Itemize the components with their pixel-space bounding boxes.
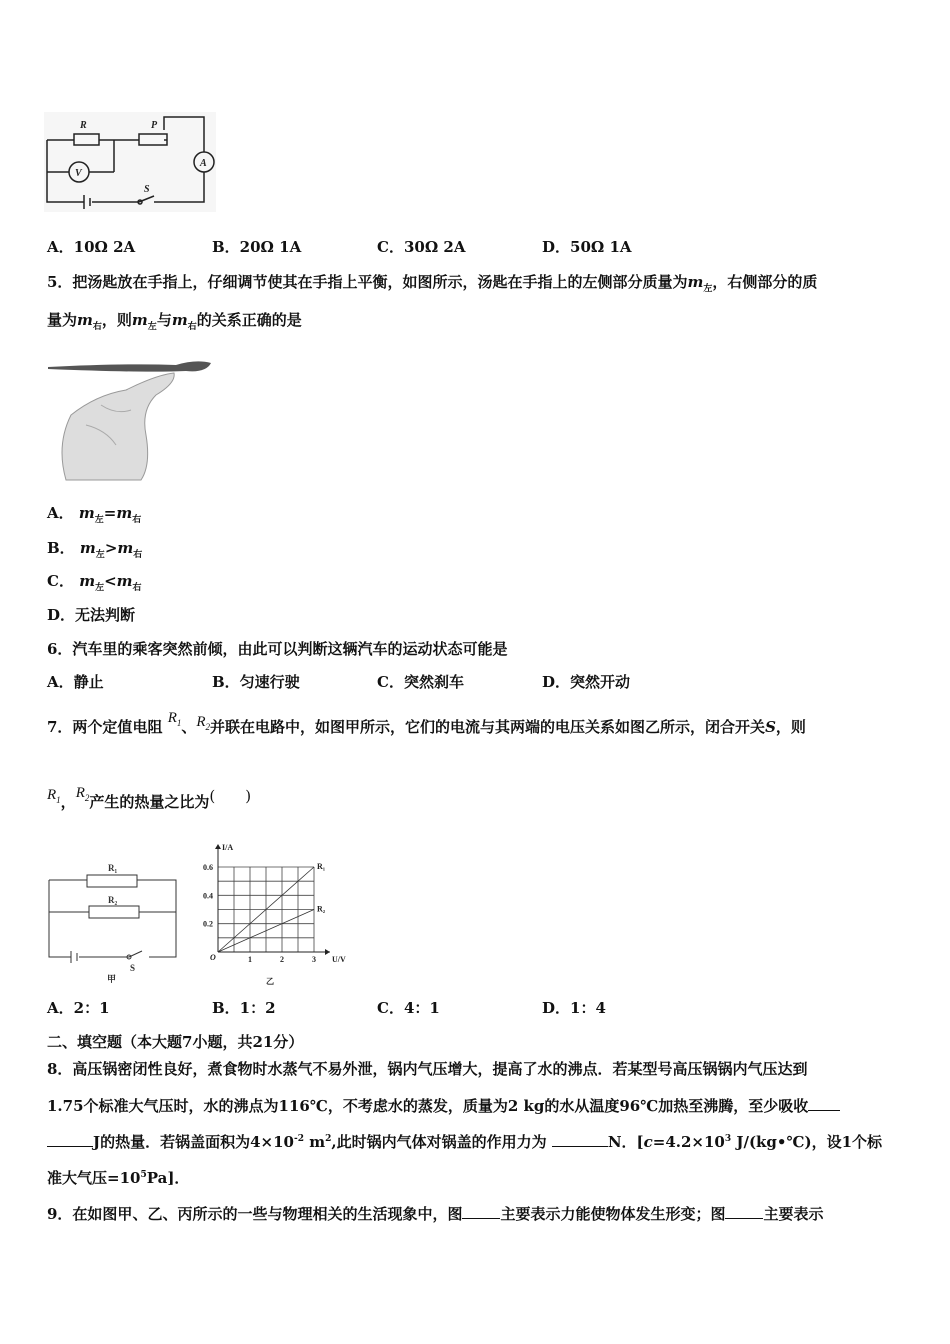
q7-option-c: C．4：1 bbox=[377, 999, 440, 1017]
q9-line1: 9．在如图甲、乙、丙所示的一些与物理相关的生活现象中，图 主要表示力能使物体发生形变；图 主要表示 bbox=[47, 1205, 824, 1223]
q4-circuit-figure bbox=[44, 112, 216, 212]
axis-arrows bbox=[215, 844, 330, 955]
x-axis-label: U/V bbox=[332, 955, 346, 964]
q7-question-line2: $R_1$，$R_2$产生的热量之比为( ) bbox=[47, 785, 252, 811]
q4-option-a: A．10Ω 2A bbox=[47, 238, 136, 256]
spoon-on-finger-image bbox=[46, 355, 214, 483]
q7-question-line1: 7．两个定值电阻 $R_1$、$R_2$并联在电路中，如图甲所示，它们的电流与其两端的电压关系如图乙所示，闭合开关S，则 bbox=[47, 710, 806, 736]
svg-text:R: R bbox=[80, 120, 87, 131]
svg-text:V: V bbox=[75, 168, 82, 179]
q6-option-d: D．突然开动 bbox=[542, 673, 631, 691]
q5-option-d: D．无法判断 bbox=[47, 606, 136, 624]
q9-blank-1[interactable] bbox=[462, 1204, 500, 1219]
q8-line3: J的热量．若锅盖面积为$4\times 10^{-2}$ $m^2$,此时锅内气体对锅盖的作用力为 N．[$c=4.2\times 10^3$ J/(kg•℃)，设1个标 bbox=[47, 1131, 882, 1152]
q4-option-d: D．50Ω 1A bbox=[542, 238, 632, 256]
q7-iu-graph-yi bbox=[198, 838, 358, 988]
x-tick-label: 1 bbox=[248, 955, 252, 964]
svg-text:S: S bbox=[144, 184, 150, 195]
q8-line4: 准大气压$=10^5Pa$]． bbox=[47, 1169, 190, 1187]
q7-option-a: A．2：1 bbox=[47, 999, 110, 1017]
svg-text:A: A bbox=[200, 158, 207, 169]
figure-label-yi: 乙 bbox=[266, 977, 274, 986]
q7-option-b: B．1：2 bbox=[212, 999, 276, 1017]
q9-blank-2[interactable] bbox=[725, 1204, 763, 1219]
section-heading-fill-in: 二、填空题（本大题7小题，共21分） bbox=[47, 1033, 304, 1051]
y-tick-label: 0.6 bbox=[203, 863, 213, 872]
q5-option-a: A． $m_左=m_右$ bbox=[47, 504, 142, 525]
svg-text:P: P bbox=[151, 120, 158, 131]
q5-question-line1: 5．把汤匙放在手指上，仔细调节使其在手指上平衡，如图所示，汤匙在手指上的左侧部分质量为$m_左$，右侧部分的质 bbox=[47, 273, 818, 294]
q8-line1: 8．高压锅密闭性良好，煮食物时水蒸气不易外泄，锅内气压增大，提高了水的沸点．若某型号高压锅锅内气压达到 bbox=[47, 1060, 808, 1078]
q7-option-d: D．1：4 bbox=[542, 999, 606, 1017]
svg-text:甲: 甲 bbox=[107, 974, 117, 984]
q4-option-b: B．20Ω 1A bbox=[212, 238, 302, 256]
series-label: R₂ bbox=[317, 904, 326, 914]
y-axis-label: I/A bbox=[222, 843, 234, 852]
x-tick-label: 2 bbox=[280, 955, 284, 964]
q5-question-line2: 量为$m_右$，则$m_左$与$m_右$的关系正确的是 bbox=[47, 311, 302, 332]
q6-question: 6．汽车里的乘客突然前倾，由此可以判断这辆汽车的运动状态可能是 bbox=[47, 640, 508, 658]
x-tick-label: 3 bbox=[312, 955, 316, 964]
y-tick-label: 0.2 bbox=[203, 919, 213, 929]
q6-option-c: C．突然刹车 bbox=[377, 673, 464, 691]
q7-circuit-jia bbox=[44, 855, 184, 985]
q8-line2: 1.75个标准大气压时，水的沸点为116℃，不考虑水的蒸发，质量为2 kg的水从温度96℃加热至沸腾，至少吸收 bbox=[47, 1095, 840, 1116]
origin-label: O bbox=[210, 953, 216, 962]
svg-text:R₁: R₁ bbox=[108, 863, 118, 873]
q5-option-b: B． $m_左>m_右$ bbox=[47, 539, 143, 560]
q4-option-c: C．30Ω 2A bbox=[377, 238, 466, 256]
q6-option-b: B．匀速行驶 bbox=[212, 673, 300, 691]
q8-blank-1-cont[interactable] bbox=[47, 1132, 93, 1147]
svg-text:S: S bbox=[130, 963, 136, 973]
q8-blank-1[interactable] bbox=[808, 1096, 840, 1111]
q5-option-c: C． $m_左<m_右$ bbox=[47, 572, 142, 593]
y-tick-label: 0.4 bbox=[203, 891, 213, 901]
q8-blank-2[interactable] bbox=[552, 1132, 608, 1147]
svg-text:R₂: R₂ bbox=[108, 895, 118, 905]
q6-option-a: A．静止 bbox=[47, 673, 104, 691]
series-label: R₁ bbox=[317, 862, 326, 871]
